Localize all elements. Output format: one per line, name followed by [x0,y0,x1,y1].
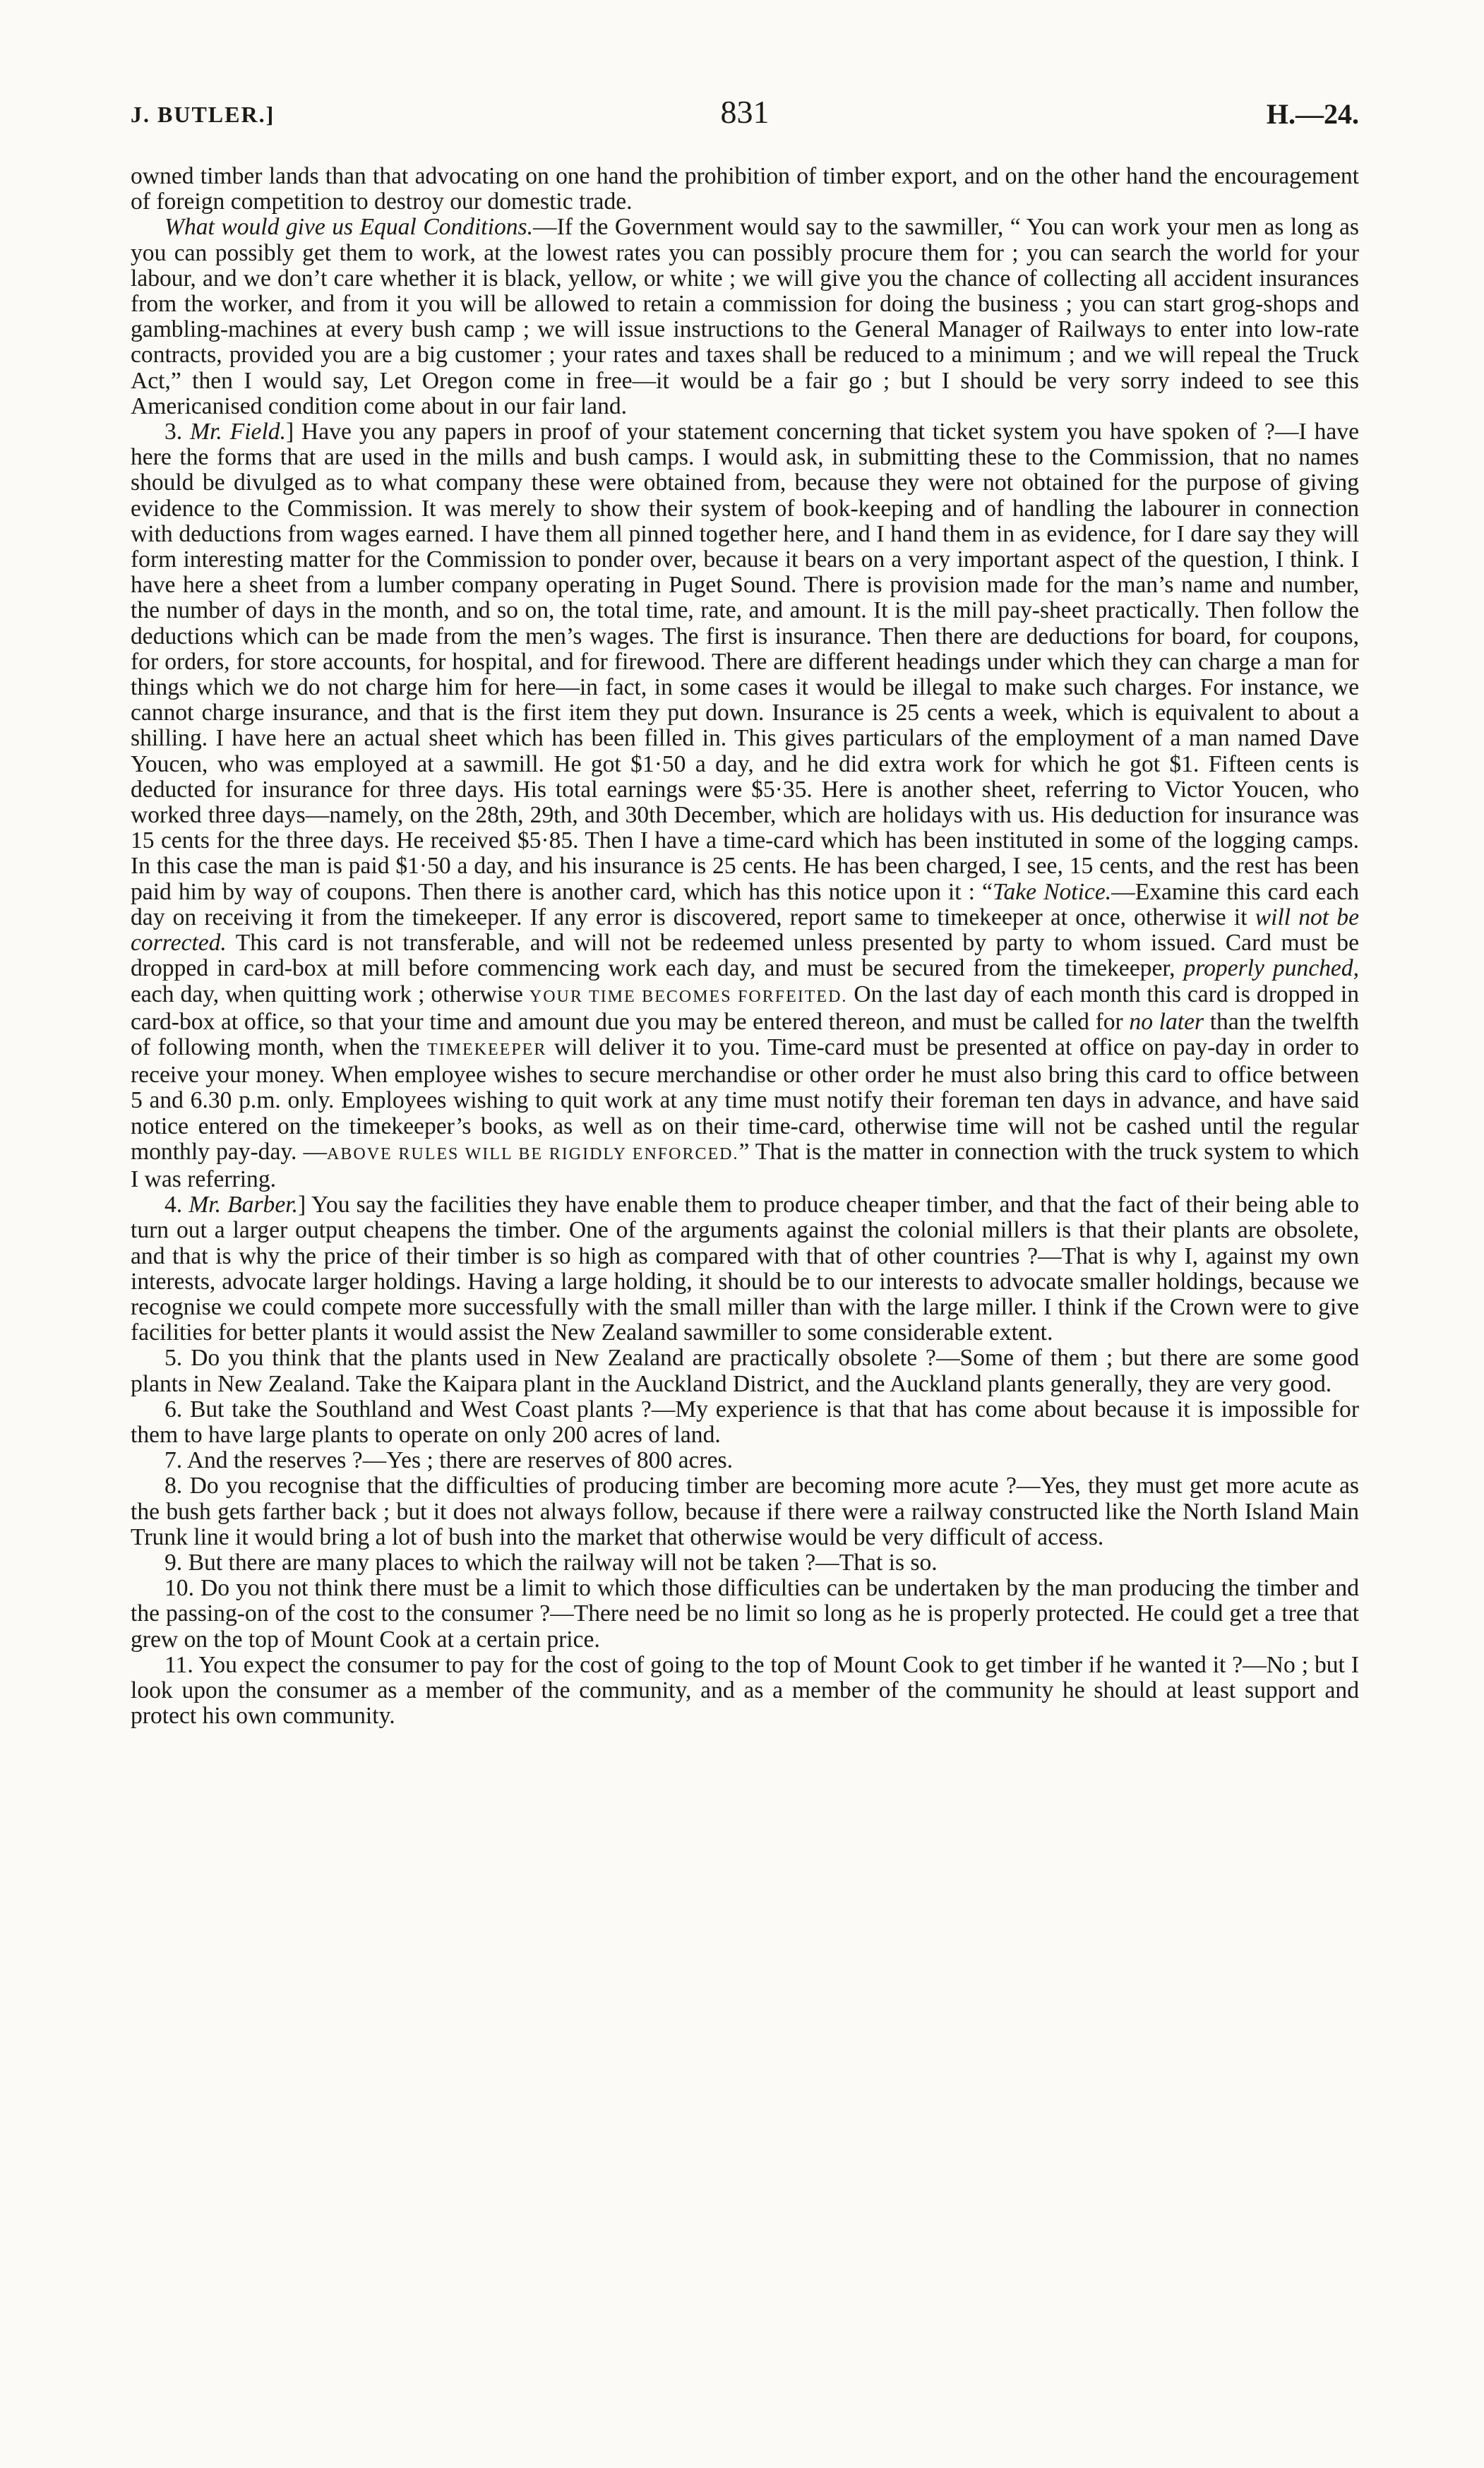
notice-small-caps: ABOVE RULES WILL BE RIGIDLY ENFORCED. [327,1144,739,1163]
question-7: 7. And the reserves ?—Yes ; there are reserves of 800 acres. [164,1447,733,1474]
question-5: 5. Do you think that the plants used in New Zealand are practically obsolete ?—Some of them ; but there are some good plants in New Zealand. Take the Kaipara plant in the Auckland District, and the Auckland plants generally, they are very good. [131,1345,1359,1397]
notice-text: will deliver it to you. Time-card must be presented at office on pay-day in order to receive your money. When employee wishes to secure merchandise or other order he must also bring this card to office between 5 and 6.30 p.m. only. Employees wishing to quit work at any time must notify their foreman ten days in advance, and have said notice entered on the timekeeper’s books, as well as on their time-card, otherwise time will not be cashed until the regular monthly pay-day. — [131,1034,1359,1165]
question-3 [131,419,1359,1192]
page-header [131,93,1359,136]
answer-text: ” That is the matter in connection with the truck system to which I was referring. [131,1138,1360,1192]
header-witness-name: J. BUTLER.] [131,102,275,127]
question-4 [131,1192,1359,1346]
question-11: 11. You expect the consumer to pay for the cost of going to the top of Mount Cook to get timber if he wanted it ?—No ; but I look upon the consumer as a member of the community, and as a member of the community he should at least support and protect his own community. [131,1651,1359,1730]
question-9: 9. But there are many places to which the railway will not be taken ?—That is so. [164,1549,938,1576]
notice-text: than the twelfth of following month, when the [131,1008,1359,1060]
notice-small-caps: YOUR TIME BECOMES FORFEITED. [529,987,848,1006]
paragraph-continued: owned timber lands than that advocating on one hand the prohibition of timber export, and on the other hand the encouragement of foreign competition to destroy our domestic trade. [131,163,1359,215]
question-number: 3. [164,419,183,445]
notice-text: —Examine this card each day on receiving it from the timekeeper. If any error is discovered, report same to timekeeper at once, otherwise it [131,878,1359,930]
section-heading: What would give us Equal Conditions. [164,214,533,241]
paragraph-equal-conditions [131,215,1359,419]
question-8: 8. Do you recognise that the difficulties of producing timber are becoming more acute ?—Yes, they must get more acute as the bush gets farther back ; but it does not always follow, because if there were a railway constructed like the North Island Main Trunk line it would bring a lot of bush into the market that otherwise would be very difficult of access. [131,1473,1359,1550]
notice-small-caps: TIMEKEEPER [427,1040,547,1059]
question-text: ] You say the facilities they have enable them to produce cheaper timber, and that the fact of their being able to turn out a larger output cheapens the timber. One of the arguments against the colonial millers is that their plants are obsolete, and that is why the price of their timber is so high as compared with that of other countries ?—That is why I, against my own interests, advocate larger holdings. Having a large holding, it should be to our interests to advocate smaller holdings, because we recognise we could compete more successfully with the small miller than with the large miller. I think if the Crown were to give facilities for better plants it would assist the New Zealand sawmiller to some considerable extent. [131,1192,1360,1346]
document-body [131,164,1359,1729]
question-number: 4. [164,1192,183,1218]
notice-text: each day, when quitting work ; otherwise [131,981,523,1007]
notice-emphasis: no later [1129,1008,1204,1035]
notice-text: This card is not transferable, and will not be redeemed unless presented by party to whom issued. Card must be dropped in card-box at mill before commencing work each day, and must be secured from the timekeeper, [131,930,1359,982]
question-10: 10. Do you not think there must be a limit to which those difficulties can be undertaken by the man producing the timber and the passing-on of the cost to the consumer ?—There need be no limit so long as he is properly protected. He could get a tree that grew on the top of Mount Cook at a certain price. [131,1575,1359,1653]
notice-text: On the last day of each month this card is dropped in card-box at office, so that your time and amount due you may be entered thereon, and must be called for [131,981,1360,1035]
paper-reference: H.—24. [1266,98,1359,130]
speaker-name: Mr. Field. [190,419,286,445]
notice-emphasis: properly punched, [1183,955,1359,982]
question-6: 6. But take the Southland and West Coast plants ?—My experience is that that has come about because it is impossible for them to have large plants to operate on only 200 acres of land. [131,1396,1359,1448]
question-text: ] Have you any papers in proof of your statement concerning that ticket system you have spoken of ?—I have here the forms that are used in the mills and bush camps. I would ask, in submitting these to the Commission, that no names should be divulged as to what company these were obtained from, because they were not obtained for the purpose of giving evidence to the Commission. It was merely to show their system of book-keeping and of handling the labourer in connection with deductions from wages earned. I have them all pinned together here, and I hand them in as evidence, for I dare say they will form interesting matter for the Commission to ponder over, because it bears on a very important aspect of the question, I think. I have here a sheet from a lumber company operating in Puget Sound. There is provision made for the man’s name and number, the number of days in the month, and so on, the total time, rate, and amount. It is the mill pay-sheet practically. Then follow the deductions which can be made from the men’s wages. The first is insurance. Then there are deductions for board, for coupons, for orders, for store accounts, for hospital, and for firewood. There are different headings under which they can charge a man for things which we do not charge him for here—in fact, in some cases it would be illegal to make such charges. For instance, we cannot charge insurance, and that is the first item they put down. Insurance is 25 cents a week, which is equivalent to about a shilling. I have here an actual sheet which has been filled in. This gives particulars of the employment of a man named Dave Youcen, who was employed at a sawmill. He got $1·50 a day, and he did extra work for which he got $1. Fifteen cents is deducted for insurance for three days. His total earnings were $5·35. Here is another sheet, referring to Victor Youcen, who worked three days—namely, on the 28th, 29th, and 30th December, which are holidays with us. His deduction for insurance was 15 cents for the three days. He received $5·85. Then I have a time-card which has been instituted in some of the logging camps. In this case the man is paid $1·50 a day, and his insurance is 25 cents. He has been charged, I see, 15 cents, and the rest has been paid him by way of coupons. Then there is another card, which has this notice upon it : “ [131,419,1359,905]
notice-emphasis: will not be corrected. [131,904,1359,957]
speaker-name: Mr. Barber. [189,1192,298,1218]
notice-heading: Take Notice. [992,878,1112,905]
paragraph-text: —If the Government would say to the sawmiller, “ You can work your men as long as you can possibly get them to work, at the lowest rates you can possibly procure them for ; you can search the world for your labour, and we don’t care whether it is black, yellow, or white ; we will give you the chance of collecting all accident insurances from the worker, and from it you will be allowed to retain a commission for doing the business ; you can start grog-shops and gambling-machines at every bush camp ; we will issue instructions to the General Manager of Railways to enter into low-rate contracts, provided you are a big customer ; your rates and taxes shall be reduced to a minimum ; and we will repeal the Truck Act,” then I would say, Let Oregon come in free—it would be a fair go ; but I should be very sorry indeed to see this Americanised condition come about in our fair land. [131,214,1359,419]
page-number: 831 [720,94,770,130]
